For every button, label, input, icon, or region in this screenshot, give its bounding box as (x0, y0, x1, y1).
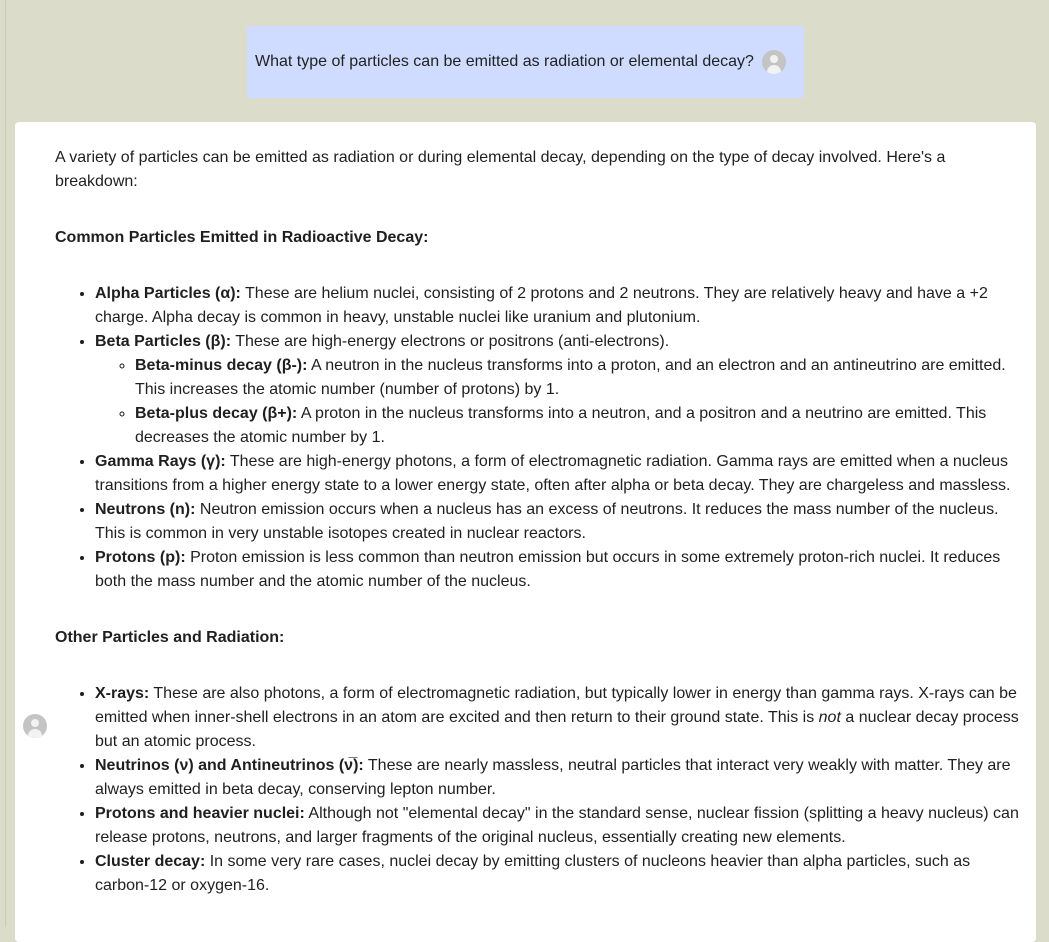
text-cluster-decay: In some very rare cases, nuclei decay by emitting clusters of nucleons heavier than alpha particles, such as carbon-12 or oxygen-16. (95, 853, 971, 894)
list-item-xrays (95, 682, 1027, 754)
text-xrays-a: These are also photons, a form of electromagnetic radiation, but typically lower in energy than gamma rays. X-rays can be emitted when inner-shell electrons in an atom are excited and then return to their ground state. This is (95, 685, 1017, 726)
list-item-gamma (95, 450, 1027, 498)
term-beta-plus: Beta-plus decay (β+): (135, 405, 298, 422)
other-particles-list (55, 682, 1027, 898)
list-item-beta-minus (135, 354, 1027, 402)
text-neutrinos: These are nearly massless, neutral particles that interact very weakly with matter. They are always emitted in beta decay, conserving lepton number. (95, 757, 1011, 798)
text-xrays-b: a nuclear decay process but an atomic process. (95, 709, 1019, 750)
term-protons: Protons (p): (95, 549, 186, 566)
text-beta: These are high-energy electrons or positrons (anti-electrons). (231, 333, 670, 350)
user-avatar-icon (762, 50, 786, 74)
list-item-neutrons (95, 498, 1027, 546)
frame-border (5, 0, 6, 927)
term-beta-minus: Beta-minus decay (β-): (135, 357, 308, 374)
list-item-neutrinos (95, 754, 1027, 802)
list-item-alpha (95, 282, 1027, 330)
text-xrays-emphasis: not (818, 709, 841, 726)
list-item-beta (95, 330, 1027, 450)
term-beta: Beta Particles (β): (95, 333, 232, 350)
section-heading-common: Common Particles Emitted in Radioactive Decay: (55, 229, 429, 246)
assistant-avatar-icon (23, 714, 47, 738)
common-particles-list (55, 282, 1027, 594)
beta-sublist (95, 354, 1027, 450)
list-item-beta-plus (135, 402, 1027, 450)
text-beta-plus: A proton in the nucleus transforms into a neutron, and a positron and a neutrino are emitted. This decreases the atomic number by 1. (135, 405, 987, 446)
answer-intro: A variety of particles can be emitted as radiation or during elemental decay, depending on the type of decay involved. Here's a breakdown: (55, 149, 946, 190)
list-item-cluster-decay (95, 850, 1027, 898)
user-message-bubble (247, 26, 804, 98)
term-neutrons: Neutrons (n): (95, 501, 196, 518)
term-xrays: X-rays: (95, 685, 150, 702)
term-neutrinos: Neutrinos (ν) and Antineutrinos (ν̅): (95, 757, 364, 774)
term-alpha: Alpha Particles (α): (95, 285, 241, 302)
text-alpha: These are helium nuclei, consisting of 2 protons and 2 neutrons. They are relatively heavy and have a +2 charge. Alpha decay is common in heavy, unstable nuclei like uranium and plutonium. (95, 285, 988, 326)
section-heading-other: Other Particles and Radiation: (55, 629, 285, 646)
list-item-heavy-nuclei (95, 802, 1027, 850)
list-item-protons (95, 546, 1027, 594)
user-question-text: What type of particles can be emitted as radiation or elemental decay? (255, 53, 754, 70)
term-heavy-nuclei: Protons and heavier nuclei: (95, 805, 305, 822)
text-neutrons: Neutron emission occurs when a nucleus has an excess of neutrons. It reduces the mass number of the nucleus. This is common in very unstable isotopes created in nuclear reactors. (95, 501, 999, 542)
text-gamma: These are high-energy photons, a form of electromagnetic radiation. Gamma rays are emitted when a nucleus transitions from a higher energy state to a lower energy state, often after alpha or beta decay. They are chargeless and massless. (95, 453, 1011, 494)
text-heavy-nuclei: Although not "elemental decay" in the standard sense, nuclear fission (splitting a heavy nucleus) can release protons, neutrons, and larger fragments of the original nucleus, essentially creating new elements. (95, 805, 1019, 846)
term-gamma: Gamma Rays (γ): (95, 453, 226, 470)
text-beta-minus: A neutron in the nucleus transforms into a proton, and an electron and an antineutrino are emitted. This increases the atomic number (number of protons) by 1. (135, 357, 1006, 398)
assistant-answer-card (15, 122, 1036, 942)
text-protons: Proton emission is less common than neutron emission but occurs in some extremely proton-rich nuclei. It reduces both the mass number and the atomic number of the nucleus. (95, 549, 1001, 590)
term-cluster-decay: Cluster decay: (95, 853, 206, 870)
